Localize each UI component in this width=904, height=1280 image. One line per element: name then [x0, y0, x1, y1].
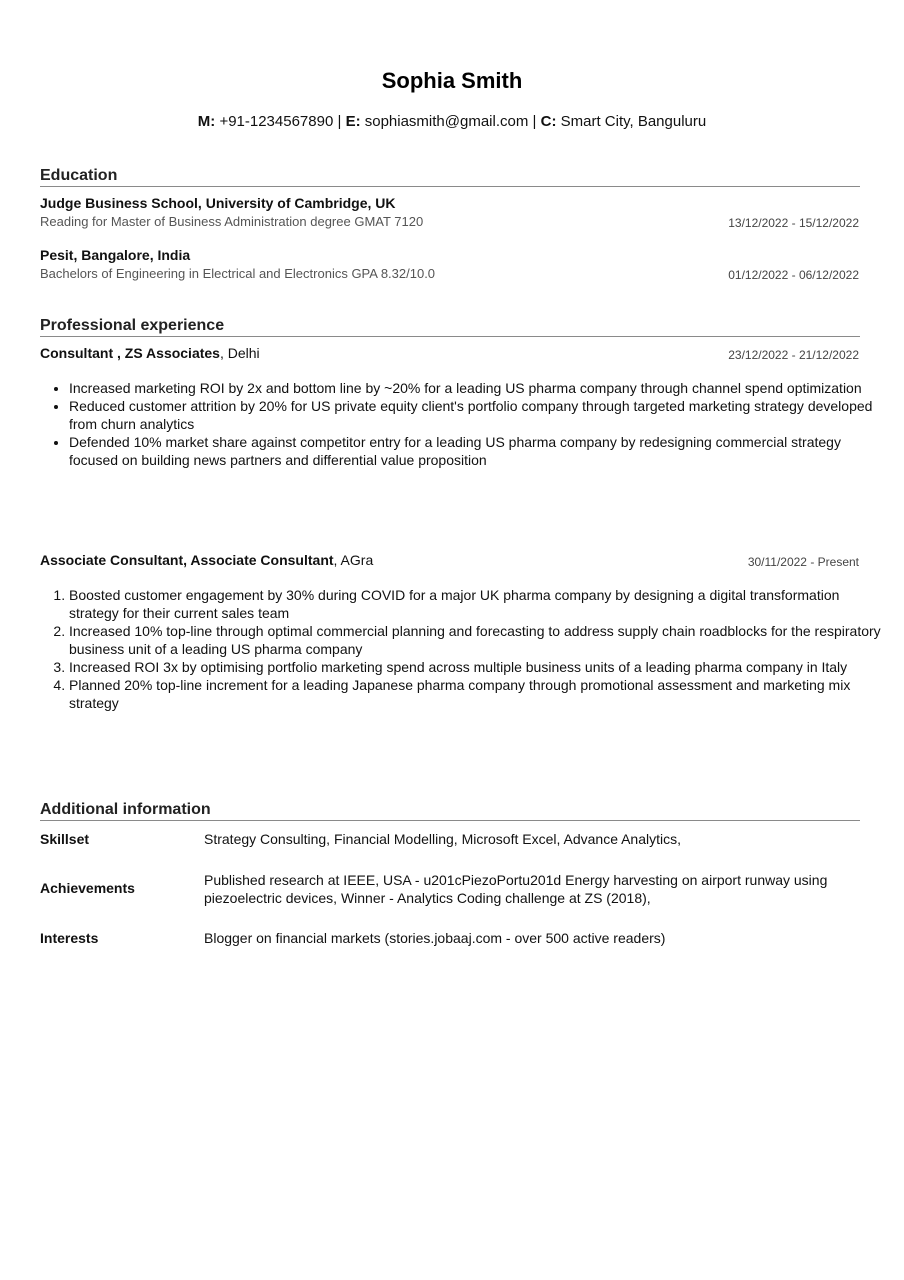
- job-company: , Associate Consultant: [183, 552, 334, 568]
- additional-heading: Additional information: [40, 801, 860, 821]
- job-role: Associate Consultant: [40, 552, 184, 568]
- education-school: [40, 247, 190, 264]
- list-item: 2. Increased 10% top-line through optimal commercial planning and forecasting to address supply chain roadblocks for the respiratory business unit of a leading US pharma company: [69, 622, 884, 658]
- info-label-achievements: Achievements: [40, 880, 135, 896]
- job-numbered-list: [40, 586, 884, 712]
- school-name: Judge Business School, University of Cambridge, UK: [40, 195, 396, 211]
- candidate-name: Sophia Smith: [381, 68, 523, 93]
- education-dates: 01/12/2022 - 06/12/2022: [728, 268, 859, 282]
- mobile-number: +91-1234567890: [219, 113, 334, 130]
- separator: |: [337, 113, 342, 130]
- job-location: , AGra: [333, 552, 374, 568]
- job-dates: 30/11/2022 - Present: [747, 555, 859, 569]
- separator: |: [532, 113, 537, 130]
- info-label-skillset: Skillset: [40, 831, 90, 847]
- list-item: • Reduced customer attrition by 20% for US private equity client's portfolio company through targeted marketing strategy developed from churn analytics: [69, 397, 884, 433]
- email-label: E:: [345, 113, 361, 130]
- list-item: • Increased marketing ROI by 2x and bottom line by ~20% for a leading US pharma company through channel spend optimization: [69, 379, 884, 397]
- job-location: , Delhi: [219, 345, 260, 361]
- list-item: 1. Boosted customer engagement by 30% during COVID for a major UK pharma company by designing a digital transformation strategy for their current sales team: [69, 586, 884, 622]
- city-label: C:: [540, 113, 557, 130]
- education-detail: Bachelors of Engineering in Electrical and Electronics GPA 8.32/10.0: [40, 266, 436, 281]
- experience-heading: Professional experience: [40, 317, 860, 337]
- education-heading: Education: [40, 167, 860, 187]
- job-dates: 23/12/2022 - 21/12/2022: [728, 348, 859, 362]
- job-title: [40, 552, 373, 569]
- job-company: ZS Associates: [124, 345, 220, 361]
- email-address: sophiasmith@gmail.com: [364, 113, 529, 130]
- info-value-skillset: Strategy Consulting, Financial Modelling, Microsoft Excel, Advance Analytics,: [204, 831, 682, 847]
- list-item: 3. Increased ROI 3x by optimising portfolio marketing spend across multiple business units of a leading pharma company in Italy: [69, 658, 884, 676]
- job-role: Consultant ,: [40, 345, 121, 361]
- info-value-achievements: Published research at IEEE, USA - u201cPiezoPortu201d Energy harvesting on airport runway using piezoelectric devices, Winner - Analytics Coding challenge at ZS (2018),: [204, 872, 828, 906]
- list-item: 4. Planned 20% top-line increment for a leading Japanese pharma company through promotional assessment and marketing mix strategy: [69, 676, 884, 712]
- education-detail: Reading for Master of Business Administration degree GMAT 7120: [40, 214, 424, 229]
- job-title: [40, 345, 260, 362]
- education-school: [40, 195, 396, 212]
- city: Smart City, Banguluru: [560, 113, 707, 130]
- education-dates: 13/12/2022 - 15/12/2022: [728, 216, 859, 230]
- school-name: Pesit, Bangalore, India: [40, 247, 191, 263]
- contact-line: [0, 113, 904, 130]
- info-label-interests: Interests: [40, 930, 99, 946]
- info-value-interests: Blogger on financial markets (stories.jobaaj.com - over 500 active readers): [204, 930, 666, 946]
- job-bullets: [40, 379, 884, 469]
- mobile-label: M:: [197, 113, 216, 130]
- list-item: • Defended 10% market share against competitor entry for a leading US pharma company by redesigning commercial strategy focused on building news partners and differential value proposition: [69, 433, 884, 469]
